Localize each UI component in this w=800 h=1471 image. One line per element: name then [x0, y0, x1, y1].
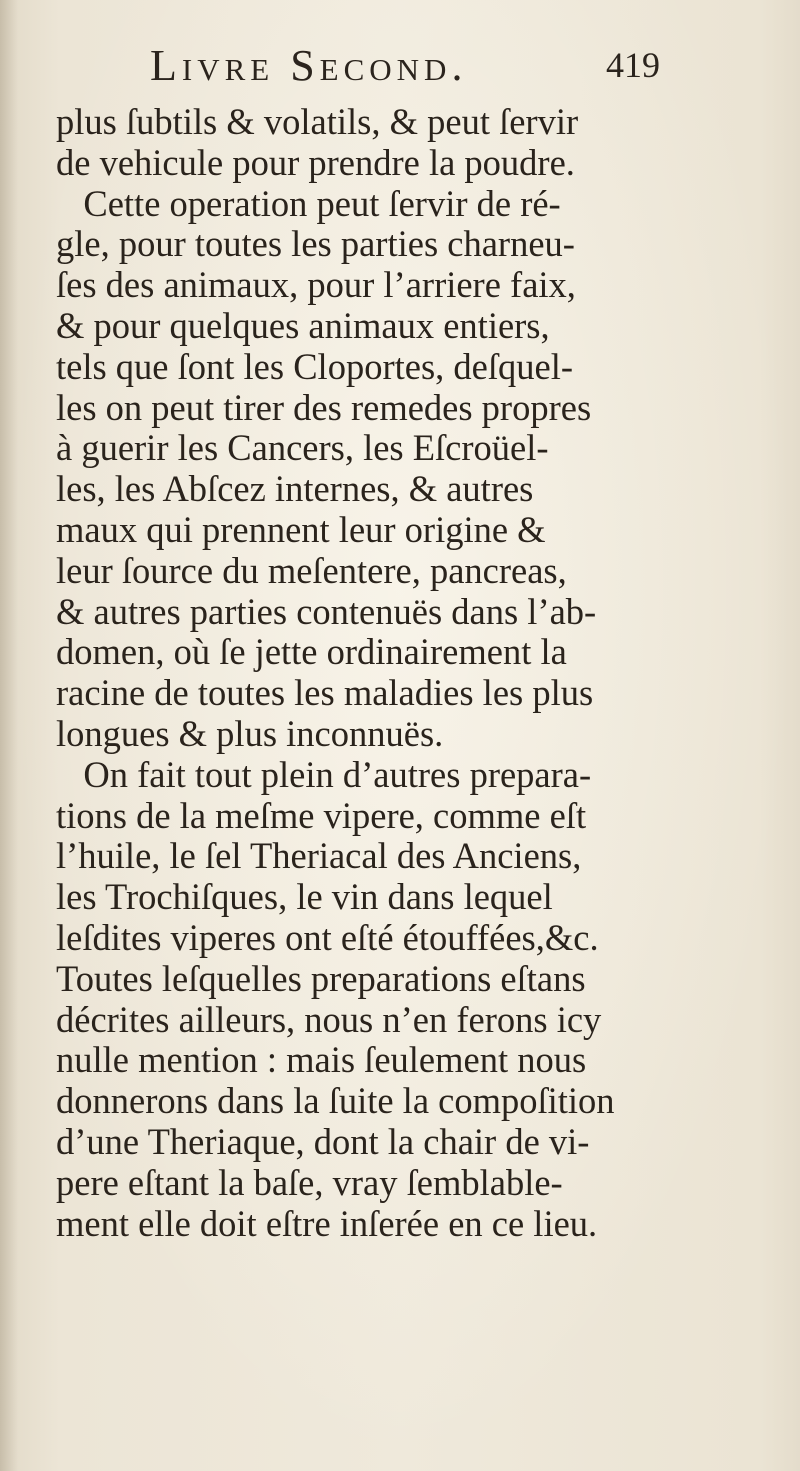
text-line: tions de la meſme vipere, comme eſt [56, 794, 587, 836]
gutter-shadow [0, 0, 18, 1471]
page-number: 419 [606, 45, 660, 85]
text-line: ment elle doit eſtre inſerée en ce lieu. [56, 1202, 598, 1244]
text-line: ſes des animaux, pour l’arriere faix, [56, 264, 576, 306]
text-line: leſdites viperes ont eſté étouffées,&c. [56, 916, 599, 958]
text-line: pere eſtant la baſe, vray ſemblable- [56, 1161, 563, 1203]
text-line: & autres parties contenuës dans l’ab- [56, 590, 597, 632]
text-line: Cette operation peut ſervir de ré- [56, 182, 561, 224]
text-line: l’huile, le ſel Theriacal des Anciens, [56, 835, 582, 877]
text-line: longues & plus inconnuës. [56, 712, 444, 754]
text-line: racine de toutes les maladies les plus [56, 672, 594, 714]
text-line: & pour quelques animaux entiers, [56, 304, 550, 346]
text-line: d’une Theriaque, dont la chair de vi- [56, 1120, 590, 1162]
text-line: décrites ailleurs, nous n’en ferons icy [56, 998, 602, 1040]
text-line: de vehicule pour prendre la poudre. [56, 141, 575, 183]
text-line: On fait tout plein d’autres prepara- [56, 753, 592, 795]
text-line: domen, où ſe jette ordinairement la [56, 631, 567, 673]
text-line: leur ſource du meſentere, pancreas, [56, 549, 567, 591]
text-line: maux qui prennent leur origine & [56, 508, 546, 550]
text-line: plus ſubtils & volatils, & peut ſervir [56, 101, 579, 142]
text-line: les on peut tirer des remedes propres [56, 386, 592, 428]
text-line: à guerir les Cancers, les Eſcroüel- [56, 427, 549, 469]
text-line: Toutes leſquelles preparations eſtans [56, 957, 586, 999]
text-line: tels que ſont les Cloportes, deſquel- [56, 345, 573, 387]
text-line: donnerons dans la ſuite la compoſition [56, 1080, 615, 1122]
text-line: les Trochiſques, le vin dans lequel [56, 876, 553, 918]
running-head: Livre Second. [150, 41, 468, 90]
body-text [56, 102, 756, 1244]
text-line: nulle mention : mais ſeulement nous [56, 1039, 587, 1081]
text-line: les, les Abſcez internes, & autres [56, 468, 534, 510]
text-line: gle, pour toutes les parties charneu- [56, 223, 575, 265]
page-header [150, 40, 660, 90]
